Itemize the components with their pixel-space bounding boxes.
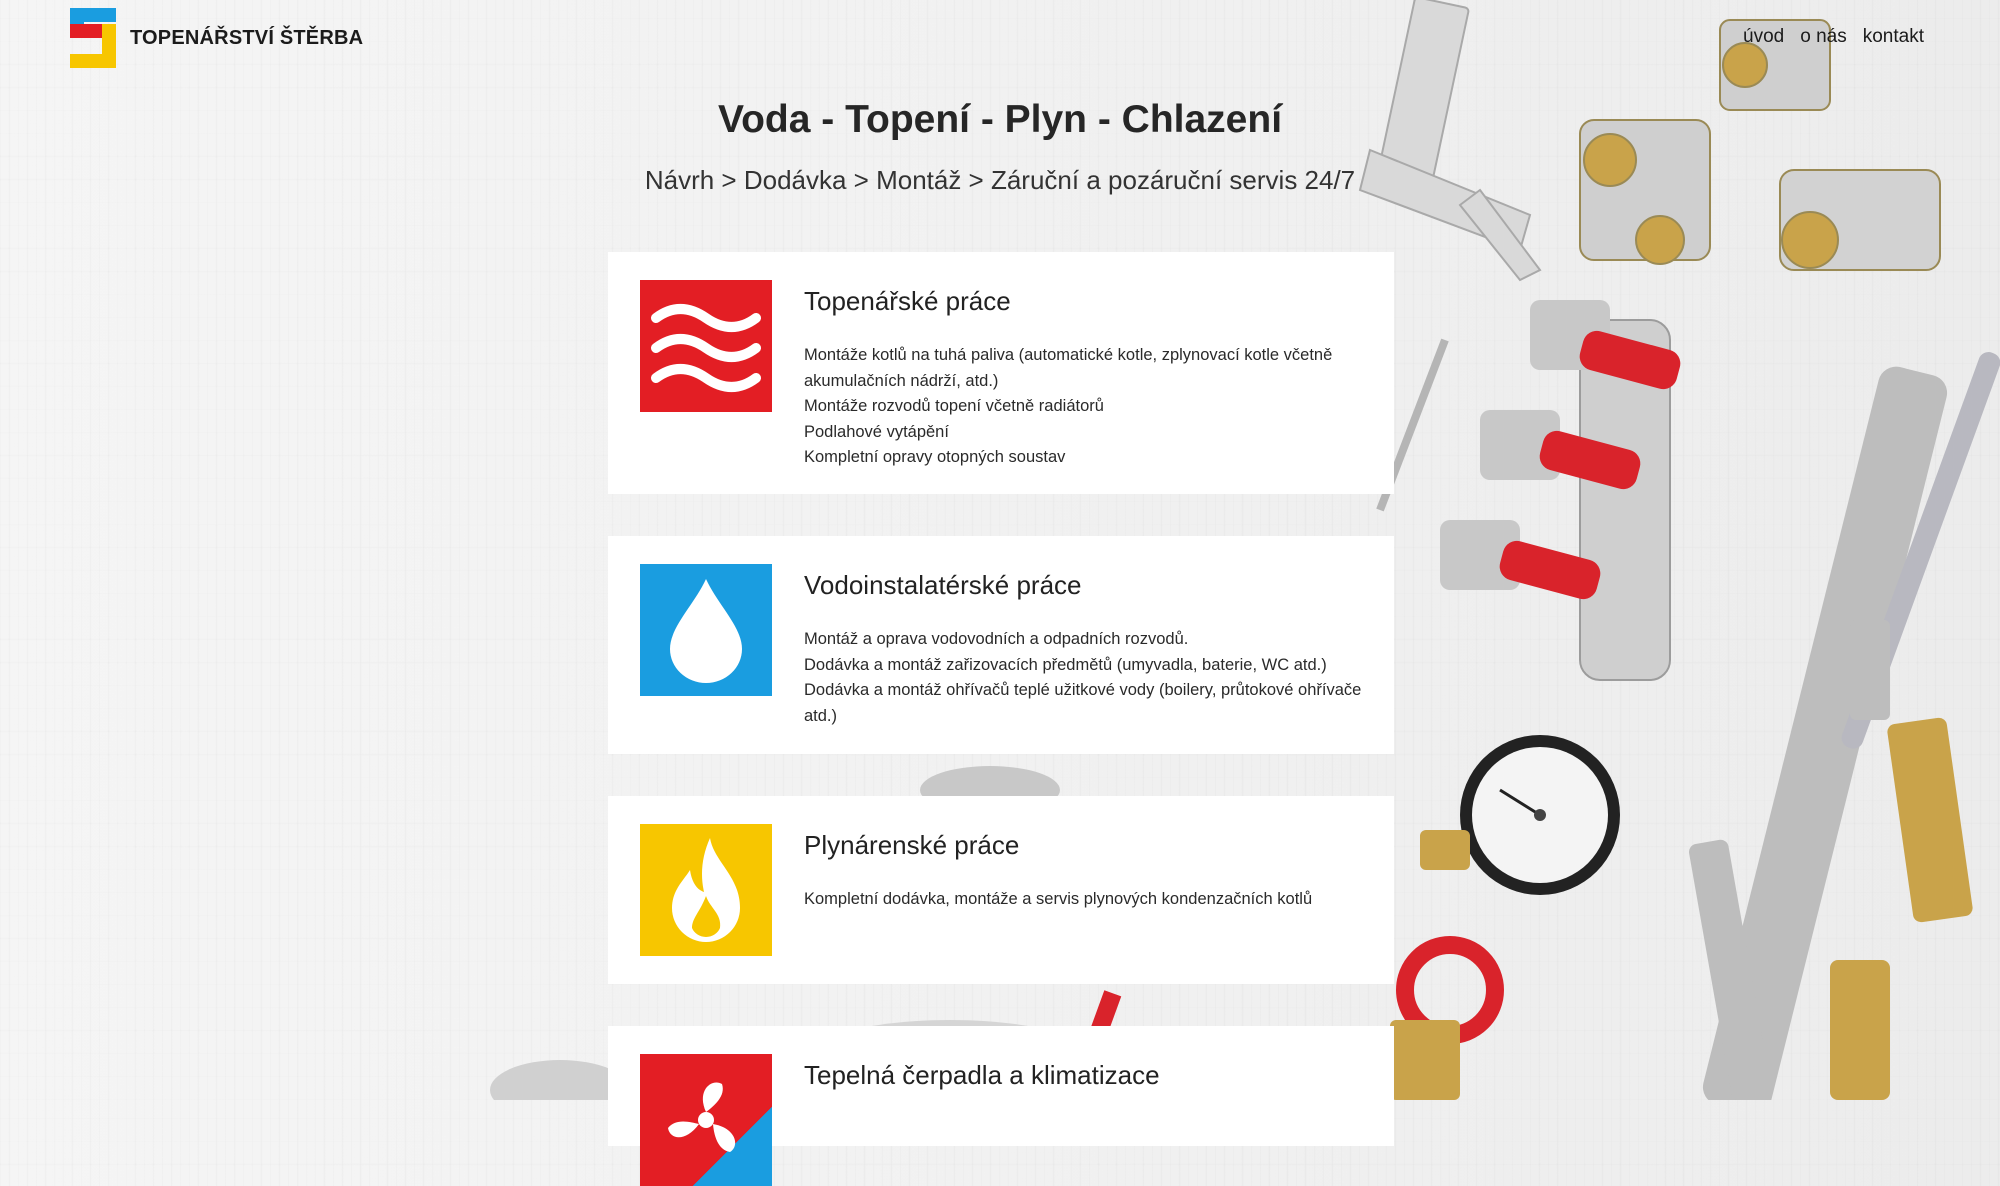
page-title: Voda - Topení - Plyn - Chlazení xyxy=(717,98,1283,141)
service-list xyxy=(804,887,1362,913)
service-list xyxy=(804,627,1362,729)
main-nav xyxy=(1743,26,1924,48)
list-item: Dodávka a montáž ohřívačů teplé užitkové vody (boilery, průtokové ohřívače atd.) xyxy=(804,681,1362,725)
list-item: Montáž a oprava vodovodních a odpadních rozvodů. xyxy=(804,630,1189,648)
service-icon-box xyxy=(640,824,772,956)
service-card-heating xyxy=(608,252,1394,494)
service-list xyxy=(804,343,1362,471)
flame-icon xyxy=(666,834,746,946)
service-title: Tepelná čerpadla a klimatizace xyxy=(804,1060,1160,1090)
service-content xyxy=(804,824,1362,956)
list-item: Kompletní dodávka, montáže a servis plynových kondenzačních kotlů xyxy=(804,890,1313,908)
page-subtitle: Návrh > Dodávka > Montáž > Záruční a pozáruční servis 24/7 xyxy=(644,165,1356,195)
heating-waves-icon xyxy=(650,296,762,396)
service-title: Plynárenské práce xyxy=(804,830,1020,860)
nav-link-o-nas[interactable]: o nás xyxy=(1800,26,1847,47)
nav-link-kontakt[interactable]: kontakt xyxy=(1862,26,1924,47)
list-item: Montáže rozvodů topení včetně radiátorů xyxy=(804,397,1104,415)
logo-mark-icon xyxy=(70,8,116,68)
fan-icon xyxy=(656,1070,756,1170)
list-item: Kompletní opravy otopných soustav xyxy=(804,448,1066,466)
service-icon-box xyxy=(640,1054,772,1186)
service-icon-box xyxy=(640,280,772,412)
list-item: Podlahové vytápění xyxy=(804,422,949,441)
service-icon-box xyxy=(640,564,772,696)
service-content xyxy=(804,564,1362,726)
water-drop-icon xyxy=(666,575,746,685)
nav-link-uvod[interactable]: úvod xyxy=(1743,26,1785,47)
service-title: Topenářské práce xyxy=(804,286,1011,316)
service-card-plumbing xyxy=(608,536,1394,754)
brand-name: TOPENÁŘSTVÍ ŠTĚRBA xyxy=(130,26,364,49)
list-item: Montáže kotlů na tuhá paliva (automatické kotle, zplynovací kotle včetně akumulačních nádrží, atd.) xyxy=(804,346,1333,390)
service-content xyxy=(804,1054,1362,1118)
service-title: Vodoinstalatérské práce xyxy=(804,570,1082,600)
service-card-gas xyxy=(608,796,1394,984)
service-content xyxy=(804,280,1362,466)
service-card-heatpumps xyxy=(608,1026,1394,1146)
brand-logo[interactable] xyxy=(70,8,363,68)
list-item: Dodávka a montáž zařizovacích předmětů (umyvadla, baterie, WC atd.) xyxy=(804,655,1327,674)
